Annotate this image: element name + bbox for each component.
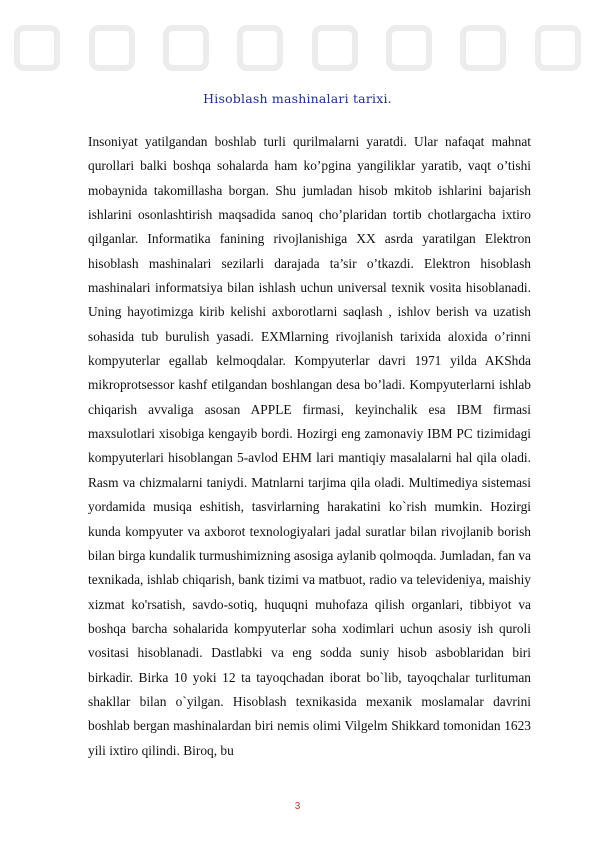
watermark-mark bbox=[237, 25, 283, 71]
watermark-mark bbox=[14, 25, 60, 71]
watermark-mark bbox=[163, 25, 209, 71]
page-number: 3 bbox=[294, 801, 301, 812]
watermark-mark bbox=[312, 25, 358, 71]
body-paragraph: Insoniyat yatilgandan boshlab turli qurilmalarni yaratdi. Ular nafaqat mahnat qurollari balki boshqa sohalarda ham ko’pgina yangiliklar yaratib, vaqt o’tishi mobaynida takomillasha borgan. Shu jumladan hisob mkitob ishlarini bajarish ishlarini osonlashtirish maqsadida sanoq cho’plaridan tortib chotlargacha ixtiro qilganlar. Informatika fanining rivojlanishiga XX asrda yaratilgan Elektron hisoblash mashinalari sezilarli darajada ta’sir o’tkazdi. Elektron hisoblash mashinalari informatsiya bilan ishlash uchun universal texnik vosita hisoblanadi. Uning hayotimizga kirib kelishi axborotlarni saqlash , ishlov berish va uzatish sohasida tub burulish yasadi. EXMlarning rivojlanish tarixida aloxida o’rinni kompyuterlar egallab kelmoqdalar. Kompyuterlar davri 1971 yilda AKShda mikroprotsessor kashf etilgandan boshlangan desa bo’ladi. Kompyuterlarni ishlab chiqarish avvaliga asosan APPLE firmasi, keyinchalik esa IBM firmasi maxsulotlari xisobiga kengayib bordi. Hozirgi eng zamonaviy IBM PC tizimidagi kompyuterlari hisoblangan 5-avlod EHM lari mantiqiy masalalarni hal qila oladi. Rasm va chizmalarni taniydi. Matnlarni tarjima qila oladi. Multimediya sistemasi yordamida musiqa eshitish, tasvirlarning harakatini ko`rish mumkin. Hozirgi kunda kompyuter va axborot texnologiyalari jadal suratlar bilan rivojlanib borish bilan birga kundalik turmushimizning asosiga aylanib qolmoqda. Jumladan, fan va texnikada, ishlab chiqarish, bank tizimi va matbuot, radio va televideniya, maishiy xizmat ko'rsatish, savdo-sotiq, huquqni muhofaza qilish organlari, tibbiyot va boshqa barcha sohalarida kompyuterlar soha xodimlari uchun asosiy ish quroli vositasi hisoblanadi. Dastlabki va eng sodda suniy hisob asboblaridan biri birkadir. Birka 10 yoki 12 ta tayoqchadan iborat bo`lib, tayoqchalar turlituman shakllar bilan o`yilgan. Hisoblash texnikasida mexanik moslamalar davrini boshlab bergan mashinalardan biri nemis olimi Vilgelm Shikkard tomonidan 1623 yili ixtiro qilindi. Biroq, bu bbox=[88, 134, 531, 758]
watermark-mark bbox=[89, 25, 135, 71]
watermark-mark bbox=[386, 25, 432, 71]
page-title: Hisoblash mashinalari tarixi. bbox=[203, 91, 392, 106]
watermark-mark bbox=[460, 25, 506, 71]
background-watermark bbox=[0, 18, 595, 78]
watermark-mark bbox=[535, 25, 581, 71]
